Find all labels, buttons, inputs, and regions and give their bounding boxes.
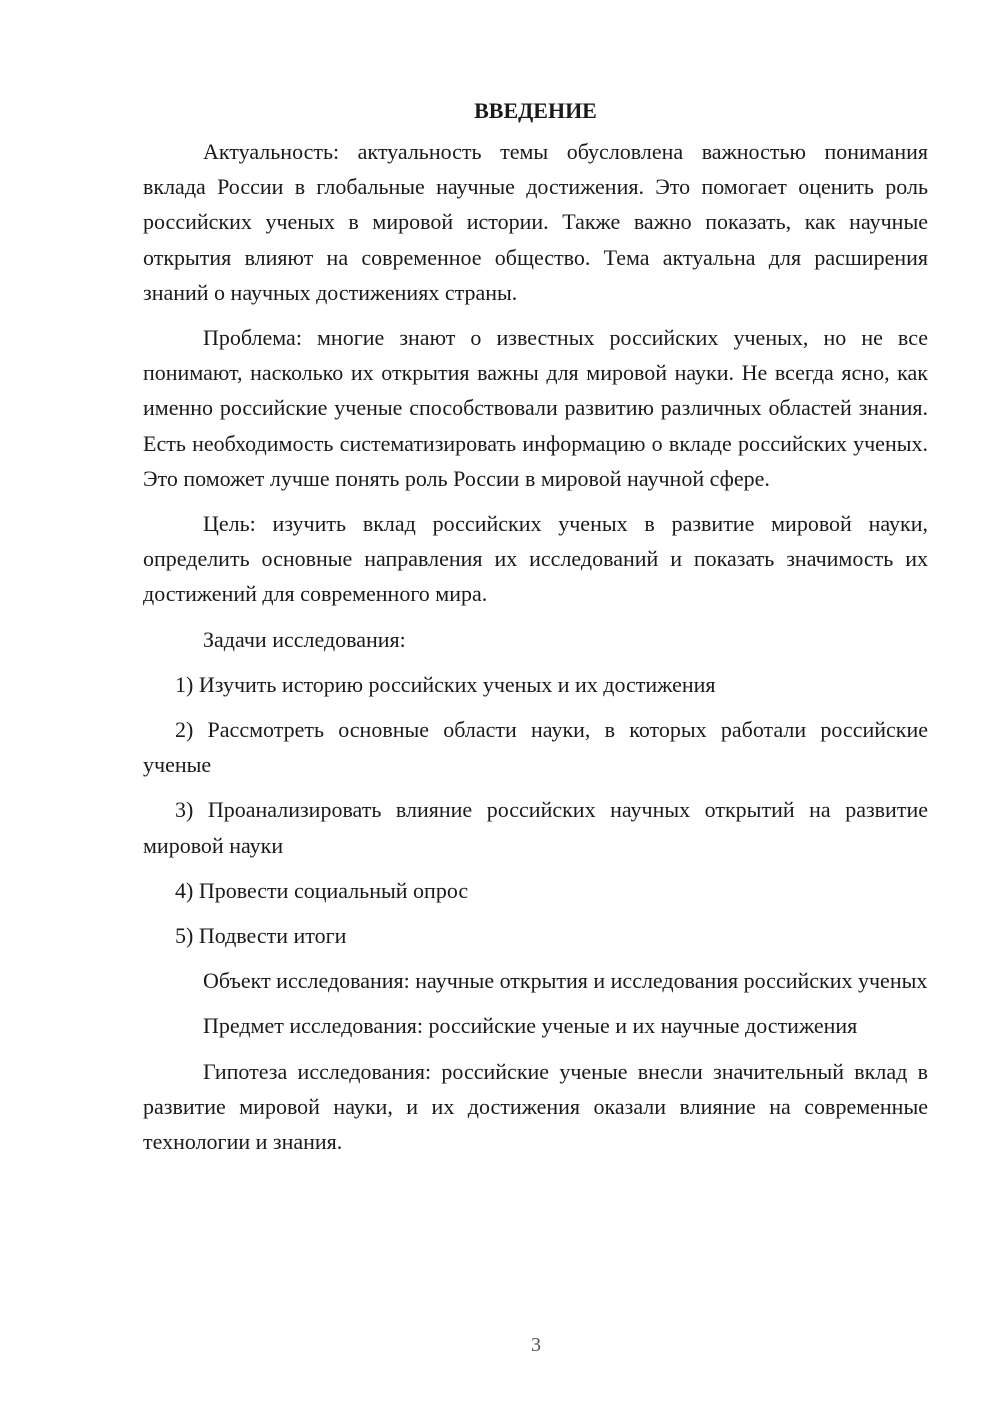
list-item: 2) Рассмотреть основные области науки, в которых работали российские ученые	[143, 717, 928, 778]
page-title: ВВЕДЕНИЕ	[474, 98, 597, 123]
list-item: 5) Подвести итоги	[175, 923, 347, 949]
relevance-paragraph: Актуальность: актуальность темы обусловлена важностью понимания вклада России в глобальные научные достижения. Это помогает оценить роль российских ученых в мировой истории. Также важно показать, как научные открытия влияют на современное общество. Тема актуальна для расширения знаний о научных достижениях страны.	[143, 139, 928, 305]
goal-paragraph: Цель: изучить вклад российских ученых в развитие мировой науки, определить основные направления их исследований и показать значимость их достижений для современного мира.	[143, 511, 928, 607]
list-item: 1) Изучить историю российских ученых и их достижения	[175, 671, 716, 697]
page-number: 3	[531, 1334, 541, 1356]
object-paragraph: Объект исследования: научные открытия и исследования российских ученых	[203, 968, 928, 994]
list-item: 4) Провести социальный опрос	[175, 877, 469, 903]
tasks-heading: Задачи исследования:	[203, 626, 406, 652]
subject-paragraph: Предмет исследования: российские ученые и их научные достижения	[203, 1013, 858, 1039]
document-page	[143, 94, 928, 1169]
tasks-list	[143, 667, 928, 953]
list-item: 3) Проанализировать влияние российских научных открытий на развитие мировой науки	[143, 797, 928, 858]
problem-paragraph: Проблема: многие знают о известных российских ученых, но не все понимают, насколько их открытия важны для мировой науки. Не всегда ясно, как именно российские ученые способствовали развитию различных областей знания. Есть необходимость систематизировать информацию о вкладе российских ученых. Это поможет лучше понять роль России в мировой научной сфере.	[143, 325, 928, 491]
hypothesis-paragraph: Гипотеза исследования: российские ученые внесли значительный вклад в развитие мировой науки, и их достижения оказали влияние на современные технологии и знания.	[143, 1058, 928, 1155]
